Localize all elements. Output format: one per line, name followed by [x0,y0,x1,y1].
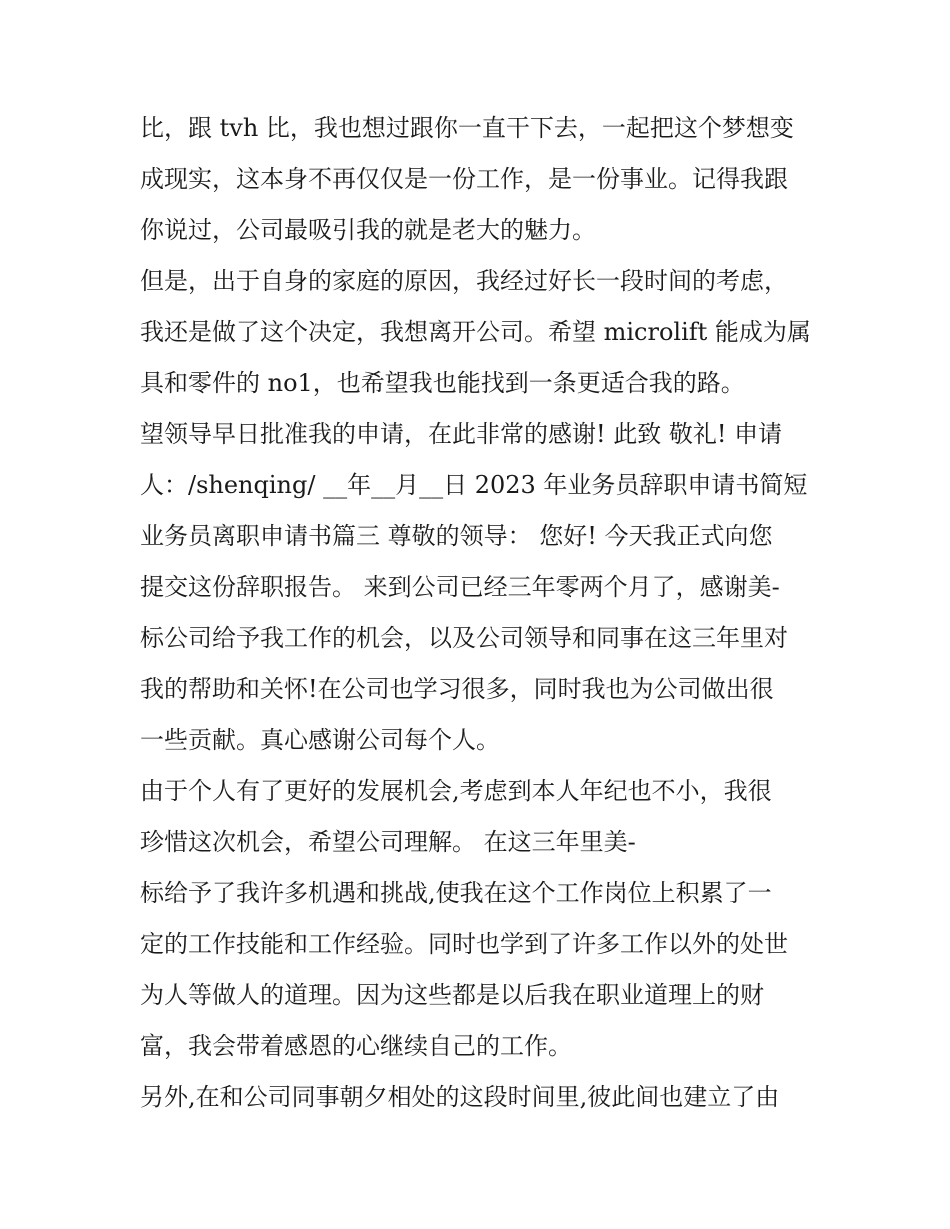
text-line: 但是，出于自身的家庭的原因，我经过好长一段时间的考虑， [140,267,788,295]
text-line: 为人等做人的道理。因为这些都是以后我在职业道理上的财 [140,981,764,1009]
text-line: 标公司给予我工作的机会，以及公司领导和同事在这三年里对 [140,624,788,652]
text-line: 望领导早日批准我的申请，在此非常的感谢! 此致 敬礼! 申请 [140,420,783,448]
text-line: 珍惜这次机会，希望公司理解。 在这三年里美- [140,828,636,856]
text-line: 具和零件的 no1，也希望我也能找到一条更适合我的路。 [140,369,745,397]
text-line: 你说过，公司最吸引我的就是老大的魅力。 [140,216,596,244]
text-line: 一些贡献。真心感谢公司每个人。 [140,726,500,754]
document-body [140,103,820,1123]
text-line: 我还是做了这个决定，我想离开公司。希望 microlift 能成为属 [140,318,811,346]
text-line: 富，我会带着感恩的心继续自己的工作。 [140,1032,572,1060]
text-line: 提交这份辞职报告。 来到公司已经三年零两个月了，感谢美- [140,573,780,601]
text-line: 成现实，这本身不再仅仅是一份工作，是一份事业。记得我跟 [140,165,788,193]
text-line: 业务员离职申请书篇三 尊敬的领导： 您好! 今天我正式向您 [140,522,773,550]
text-line: 标给予了我许多机遇和挑战,使我在这个工作岗位上积累了一 [140,879,772,907]
text-line: 由于个人有了更好的发展机会,考虑到本人年纪也不小，我很 [140,777,772,805]
text-line: 定的工作技能和工作经验。同时也学到了许多工作以外的处世 [140,930,788,958]
text-line: 人：/shenqing/ __年__月__日 2023 年业务员辞职申请书简短 [140,471,808,499]
text-line: 比，跟 tvh 比，我也想过跟你一直干下去，一起把这个梦想变 [140,114,794,142]
text-line: 另外,在和公司同事朝夕相处的这段时间里,彼此间也建立了由 [140,1083,780,1111]
text-line: 我的帮助和关怀!在公司也学习很多，同时我也为公司做出很 [140,675,774,703]
